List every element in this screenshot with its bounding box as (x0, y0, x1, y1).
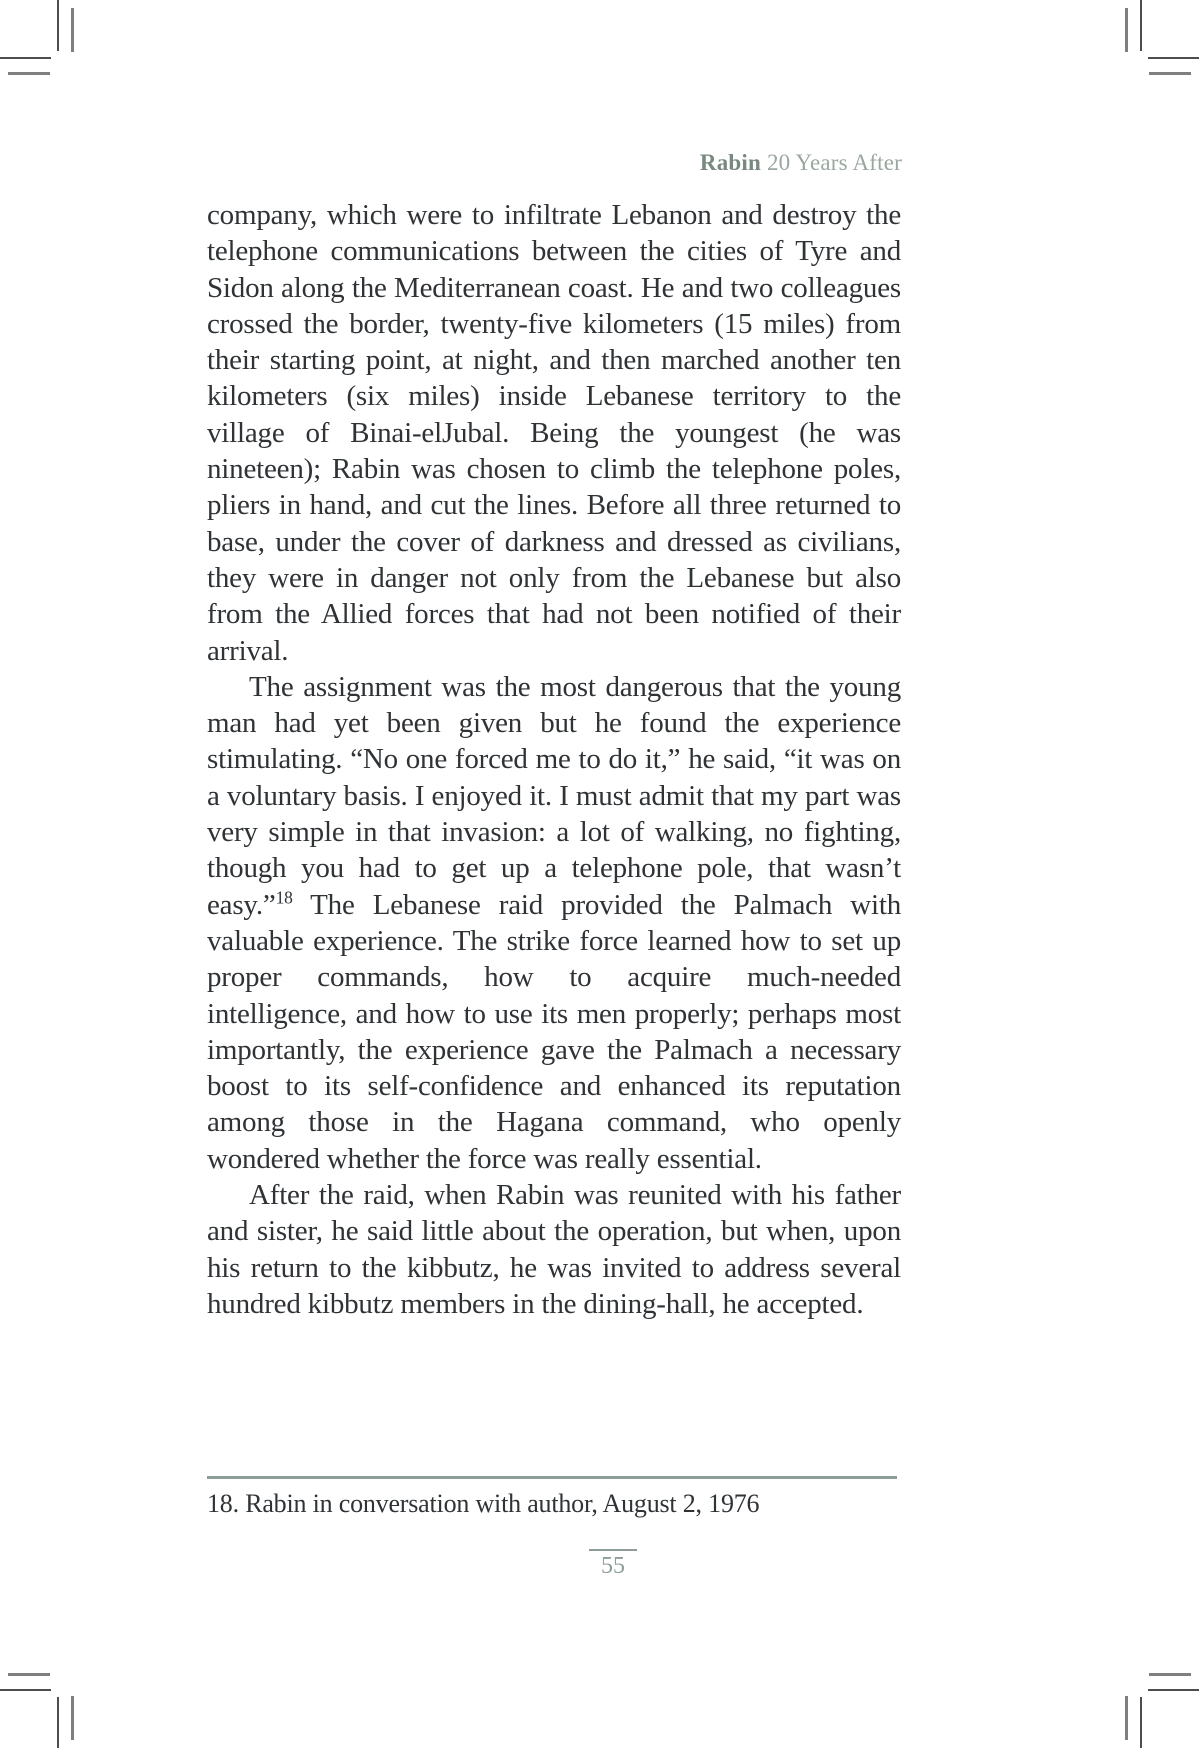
crop-mark-line (57, 0, 59, 51)
paragraph-1: company, which were to infiltrate Lebanon and destroy the telephone communications between the cities of Tyre and Sidon along the Mediterranean coast. He and two colleagues crossed the border, twenty-five kilometers (15 miles) from their starting point, at night, and then marched another ten kilometers (six miles) inside Lebanese territory to the village of Binai-elJubal. Being the youngest (he was nineteen); Rabin was chosen to climb the telephone poles, pliers in hand, and cut the lines. Before all three returned to base, under the cover of darkness and dressed as civilians, they were in danger not only from the Lebanese but also from the Allied forces that had not been notified of their arrival. (207, 199, 901, 667)
book-title: Rabin (699, 150, 761, 175)
footnote-text: 18. Rabin in conversation with author, August 2, 1976 (207, 1489, 760, 1518)
paragraph-2-text: The assignment was the most dangerous that the young man had yet been given but he found the experience stimulating. “No one forced me to do it,” he said, “it was on a voluntary basis. I enjoyed it. I must admit that my part was very simple in that invasion: a lot of walking, no fighting, though you had to get up a telephone pole, that wasn’t easy.” (207, 670, 901, 921)
body-text-block (207, 197, 901, 1322)
paragraph-2 (207, 669, 901, 1177)
crop-mark-line (8, 1673, 50, 1676)
crop-mark-line (1149, 72, 1191, 75)
crop-mark-line (57, 1697, 59, 1748)
page-number: 55 (601, 1553, 625, 1579)
crop-mark-line (1125, 1696, 1128, 1740)
crop-mark-line (1140, 1697, 1142, 1748)
crop-mark-line (1148, 57, 1199, 59)
paragraph-2-continuation: The Lebanese raid provided the Palmach with valuable experience. The strike force learned how to set up proper commands, how to acquire much-needed intelligence, and how to use its men properly; perhaps most importantly, the experience gave the Palmach a necessary boost to its self-confidence and enhanced its reputation among those in the Hagana command, who openly wondered whether the force was really essential. (207, 888, 901, 1175)
book-subtitle: 20 Years After (761, 150, 902, 175)
crop-mark-line (1140, 0, 1142, 51)
crop-mark-line (1148, 1689, 1199, 1691)
crop-mark-line (1125, 8, 1128, 52)
crop-mark-line (71, 8, 74, 52)
crop-mark-line (1149, 1673, 1191, 1676)
paragraph-3: After the raid, when Rabin was reunited with his father and sister, he said little about the operation, but when, upon his return to the kibbutz, he was invited to address several hundred kibbutz members in the dining-hall, he accepted. (207, 1179, 901, 1320)
running-header (207, 150, 902, 176)
crop-mark-line (0, 57, 51, 59)
crop-mark-line (71, 1696, 74, 1740)
footnote-reference: 18 (275, 886, 293, 907)
folio-divider (589, 1549, 637, 1551)
crop-mark-line (8, 72, 50, 75)
footnote-divider (207, 1476, 897, 1479)
crop-mark-line (0, 1689, 51, 1691)
